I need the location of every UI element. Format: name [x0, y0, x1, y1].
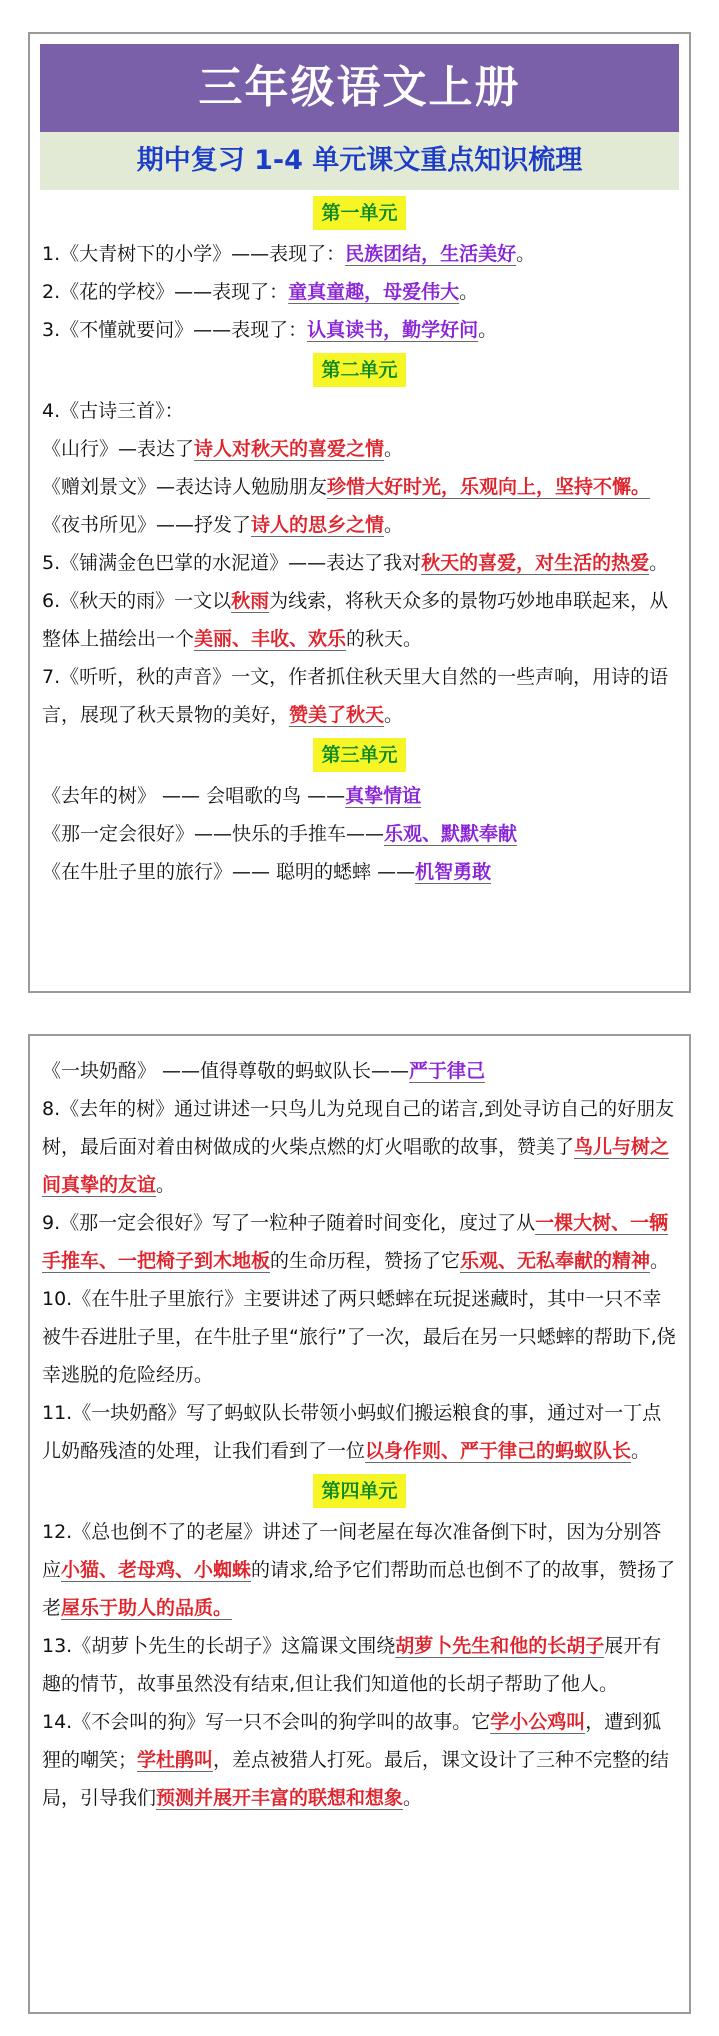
summary-line — [30, 235, 689, 273]
line-text: 。 — [631, 1440, 651, 1462]
key-phrase: 民族团结，生活美好 — [345, 243, 517, 265]
line-text: 9.《那一定会很好》写了一粒种子随着时间变化，度过了从 — [42, 1212, 536, 1234]
line-text: 。 — [478, 319, 498, 341]
line-text: 2.《花的学校》——表现了： — [42, 281, 289, 303]
summary-line — [30, 1627, 689, 1703]
key-phrase: 学小公鸡叫 — [490, 1711, 586, 1733]
unit-heading-label: 第一单元 — [313, 196, 405, 230]
line-text: 1.《大青树下的小学》——表现了： — [42, 243, 346, 265]
line-text: 8.《去年的树》通过讲述一只鸟儿为兑现自己的诺言,到处寻访自己的好朋友树，最后面对着由树做成的火柴点燃的灯火唱歌的故事，赞美了 — [42, 1098, 675, 1158]
line-text: ，差点被猎人打死。最后，课文设计了三种不完整的结局，引导我们 — [42, 1749, 670, 1809]
unit-heading-label: 第三单元 — [313, 738, 405, 772]
key-phrase: 机智勇敢 — [415, 861, 492, 883]
summary-line — [30, 1513, 689, 1627]
key-phrase: 乐观、无私奉献的精神 — [460, 1250, 651, 1272]
line-text: 《去年的树》 —— 会唱歌的鸟 —— — [42, 785, 346, 807]
line-text: 《一块奶酪》 ——值得尊敬的蚂蚁队长—— — [42, 1060, 410, 1082]
line-text: 10.《在牛肚子里旅行》主要讲述了两只蟋蟀在玩捉迷藏时，其中一只不幸被牛吞进肚子里，在牛肚子里“旅行”了一次，最后在另一只蟋蟀的帮助下,侥幸逃脱的危险经历。 — [42, 1288, 676, 1386]
line-text: 5.《铺满金色巴掌的水泥道》——表达了我对 — [42, 552, 422, 574]
key-phrase: 胡萝卜先生和他的长胡子 — [395, 1635, 605, 1657]
summary-line — [30, 1052, 689, 1090]
summary-line — [30, 311, 689, 349]
summary-line — [30, 853, 689, 891]
line-text: 的秋天。 — [346, 628, 423, 650]
line-text: ，遭到狐狸的嘲笑； — [42, 1711, 662, 1771]
line-text: 13.《胡萝卜先生的长胡子》这篇课文围绕 — [42, 1635, 396, 1657]
line-text: 《那一定会很好》——快乐的手推车—— — [42, 823, 385, 845]
line-text: 4.《古诗三首》： — [42, 400, 184, 422]
unit-heading — [30, 1474, 689, 1509]
line-text: 《赠刘景文》—表达诗人勉励朋友 — [42, 476, 328, 498]
line-text: 7.《听听，秋的声音》一文，作者抓住秋天里大自然的一些声响，用诗的语言，展现了秋天景物的美好， — [42, 666, 669, 726]
key-phrase: 学杜鹃叫 — [137, 1749, 214, 1771]
summary-line — [30, 506, 689, 544]
key-phrase: 以身作则、严于律己的蚂蚁队长 — [365, 1440, 632, 1462]
summary-line — [30, 273, 689, 311]
key-phrase: 诗人的思乡之情 — [251, 514, 385, 536]
summary-line — [30, 468, 689, 506]
key-phrase: 赞美了秋天 — [289, 704, 385, 726]
key-phrase: 童真童趣，母爱伟大 — [288, 281, 460, 303]
card-1-content — [30, 190, 689, 891]
summary-line — [30, 815, 689, 853]
key-phrase: 一棵大树、一辆手推车、一把椅子到木地板 — [42, 1212, 669, 1272]
line-text: 。 — [384, 704, 404, 726]
summary-line — [30, 777, 689, 815]
key-phrase: 小猫、老母鸡、小蜘蛛 — [61, 1559, 252, 1581]
summary-card-1 — [28, 32, 691, 993]
line-text: 。 — [384, 514, 404, 536]
key-phrase: 鸟儿与树之间真挚的友谊 — [42, 1136, 670, 1196]
page-title: 三年级语文上册 — [40, 44, 679, 132]
key-phrase: 屋乐于助人的品质。 — [61, 1597, 233, 1619]
line-text: 。 — [403, 1787, 423, 1809]
line-text: 的请求,给予它们帮助而总也倒不了的故事，赞扬了老 — [42, 1559, 676, 1619]
line-text: 。 — [156, 1174, 176, 1196]
line-text: 。 — [649, 552, 669, 574]
summary-line — [30, 544, 689, 582]
unit-heading — [30, 738, 689, 773]
key-phrase: 预测并展开丰富的联想和想象 — [156, 1787, 404, 1809]
summary-line — [30, 582, 689, 658]
line-text: 的生命历程，赞扬了它 — [270, 1250, 461, 1272]
key-phrase: 诗人对秋天的喜爱之情 — [194, 438, 385, 460]
unit-heading-label: 第二单元 — [313, 353, 405, 387]
key-phrase: 乐观、默默奉献 — [384, 823, 518, 845]
key-phrase: 认真读书，勤学好问 — [307, 319, 479, 341]
unit-heading — [30, 196, 689, 231]
summary-line — [30, 1090, 689, 1204]
line-text: 6.《秋天的雨》一文以 — [42, 590, 232, 612]
key-phrase: 美丽、丰收、欢乐 — [194, 628, 347, 650]
line-text: 《山行》—表达了 — [42, 438, 195, 460]
page-subtitle: 期中复习 1-4 单元课文重点知识梳理 — [40, 132, 679, 190]
key-phrase: 秋天的喜爱，对生活的热爱 — [421, 552, 650, 574]
summary-line — [30, 658, 689, 734]
summary-line — [30, 430, 689, 468]
line-text: 11.《一块奶酪》写了蚂蚁队长带领小蚂蚁们搬运粮食的事，通过对一丁点儿奶酪残渣的处理，让我们看到了一位 — [42, 1402, 662, 1462]
unit-heading-label: 第四单元 — [313, 1474, 405, 1508]
summary-card-2 — [28, 1034, 691, 2014]
line-text: 展开有趣的情节，故事虽然没有结束,但让我们知道他的长胡子帮助了他人。 — [42, 1635, 662, 1695]
summary-line — [30, 1280, 689, 1394]
summary-line — [30, 392, 689, 430]
line-text: 为线索，将秋天众多的景物巧妙地串联起来，从整体上描绘出一个 — [42, 590, 669, 650]
summary-line — [30, 1703, 689, 1817]
summary-line — [30, 1394, 689, 1470]
summary-line — [30, 1204, 689, 1280]
key-phrase: 真挚情谊 — [345, 785, 422, 807]
line-text: 14.《不会叫的狗》写一只不会叫的狗学叫的故事。它 — [42, 1711, 491, 1733]
line-text: 12.《总也倒不了的老屋》讲述了一间老屋在每次准备倒下时，因为分别答应 — [42, 1521, 662, 1581]
line-text: 3.《不懂就要问》——表现了： — [42, 319, 308, 341]
unit-heading — [30, 353, 689, 388]
line-text: 。 — [384, 438, 404, 460]
line-text: 。 — [516, 243, 536, 265]
line-text: 《在牛肚子里的旅行》—— 聪明的蟋蟀 —— — [42, 861, 416, 883]
key-phrase: 严于律己 — [409, 1060, 486, 1082]
line-text: 。 — [650, 1250, 670, 1272]
key-phrase: 珍惜大好时光，乐观向上，坚持不懈。 — [327, 476, 651, 498]
card-2-content — [30, 1036, 689, 1817]
line-text: 《夜书所见》——抒发了 — [42, 514, 252, 536]
key-phrase: 秋雨 — [231, 590, 270, 612]
line-text: 。 — [459, 281, 479, 303]
